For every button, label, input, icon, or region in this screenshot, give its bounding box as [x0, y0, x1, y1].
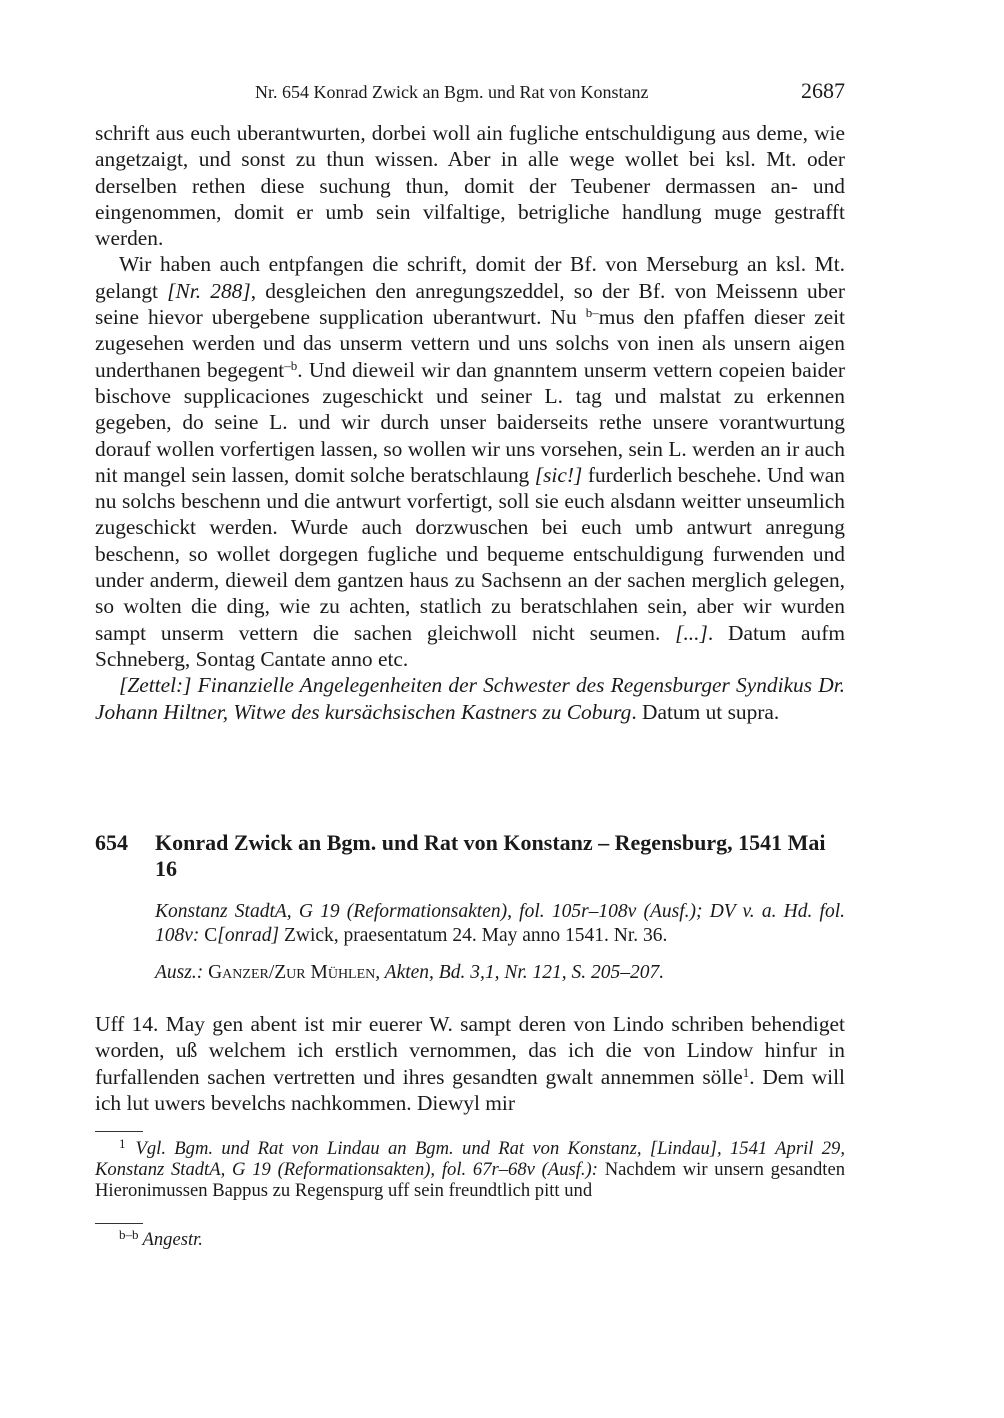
paragraph: Wir haben auch entpfangen die schrift, domit der Bf. von Merseburg an ksl. Mt. gelangt [Nr. 288], desgleichen den anregungszeddel, so der Bf. von Meissenn uber seine hievor ubergebene supplication uberantwurt. Nu $^{b-}$mus den pfaffen dieser zeit zugesehen werden und das unserm vettern und uns solchs von inen als unsern aigen underthanen begegent$^{-b}$. Und dieweil wir dan gnanntem unserm vettern copeien baider bischove supplicaciones zugeschickt und seiner L. tag und malstat zu erkennen gegeben, do seine L. und wir durch unser baiderseits rethe unsere vorantwurtung dorauf wollen vorfertigen lassen, so wollen wir uns vorsehen, sein L. werden an ir auch nit mangel sein lassen, domit solche beratschlaung [sic!] furderlich beschehe. Und wan nu solchs beschenn und die antwurt vorfertigt, soll sie euch alsdann weitter unseumlich zugeschickt werden. Wurde auch dorzwuschen bei euch umb antwurt anregung beschenn, so wollet dorgegen fugliche und bequeme entschuldigung furwenden und under anderm, dieweil dem gantzen haus zu Sachsenn an der sachen merglich gelegen, so wolten die ding, wie zu achten, statlich zu beratschlahen sein, aber wir wurden sampt unserm vettern die sachen gleichwoll nicht seumen. [...]. Datum aufm Schneberg, Sontag Cantate anno etc.: [95, 252, 845, 671]
footnote-1: $^1$ Vgl. Bgm. und Rat von Lindau an Bgm. und Rat von Konstanz, [Lindau], 1541 April 29, Konstanz StadtA, G 19 (Reformationsakten), fol. 67r–68v (Ausf.): Nachdem wir unsern gesandten Hieronimussen Bappus zu Regenspurg uff sein freundtlich pitt und: [95, 1136, 845, 1201]
document-number: 654: [95, 830, 128, 855]
footnote-reference[interactable]: 1: [742, 1064, 750, 1080]
abstract-note: Ausz.: Ganzer/Zur Mühlen, Akten, Bd. 3,1, Nr. 121, S. 205–207.: [155, 962, 665, 983]
editorial-reference: [Nr. 288]: [167, 278, 251, 303]
document-body: [95, 1011, 845, 1116]
running-head: [95, 80, 845, 108]
document-title: Konrad Zwick an Bgm. und Rat von Konstanz – Regensburg, 1541 Mai 16: [155, 830, 826, 881]
source-note: Konstanz StadtA, G 19 (Reformationsakten), fol. 105r–108v (Ausf.); DV v. a. Hd. fol. 108v: C[onrad] Zwick, praesentatum 24. May anno 1541. Nr. 36.: [155, 901, 845, 946]
previous-document-text: [95, 120, 845, 725]
variant-mark-close: –b: [284, 357, 298, 373]
sic-note: [sic!]: [534, 462, 583, 487]
variant-mark-open: b–: [585, 305, 599, 321]
document-heading: [95, 830, 845, 882]
paragraph: schrift aus euch uberantwurten, dorbei woll ain fugliche entschuldigung aus deme, wie angetzaigt, und sonst zu thun wissen. Aber in alle wege wollet bei ksl. Mt. oder derselben rethen diese suchung thun, domit der Teubener dermassen an- und eingenommen, domit er umb sein vilfaltige, betrigliche handlung muge gestrafft werden.: [95, 121, 845, 251]
authors: Ganzer/Zur Mühlen: [208, 962, 376, 983]
footnote-rule: [95, 1131, 143, 1132]
omission-mark: [...]: [675, 620, 708, 645]
paragraph: Uff 14. May gen abent ist mir euerer W. sampt deren von Lindo schriben behendiget worden, uß welchem ich erstlich vernommen, das ich die von Lindow hinfur in furfallenden sachen vertretten und ihres gesandten gwalt annemmen sölle$^1$. Dem will ich lut uwers bevelchs nachkommen. Diewyl mir: [95, 1012, 845, 1115]
running-title: Nr. 654 Konrad Zwick an Bgm. und Rat von Konstanz: [255, 82, 649, 102]
page-number: 2687: [801, 78, 845, 103]
footnote-rule: [95, 1223, 143, 1224]
paragraph-zettel: [Zettel:] Finanzielle Angelegenheiten der Schwester des Regensburger Syndikus Dr. Johann Hiltner, Witwe des kursächsischen Kastners zu Coburg. Datum ut supra.: [95, 673, 845, 724]
footnote-b: $^{b-b}$ Angestr.: [119, 1227, 203, 1250]
